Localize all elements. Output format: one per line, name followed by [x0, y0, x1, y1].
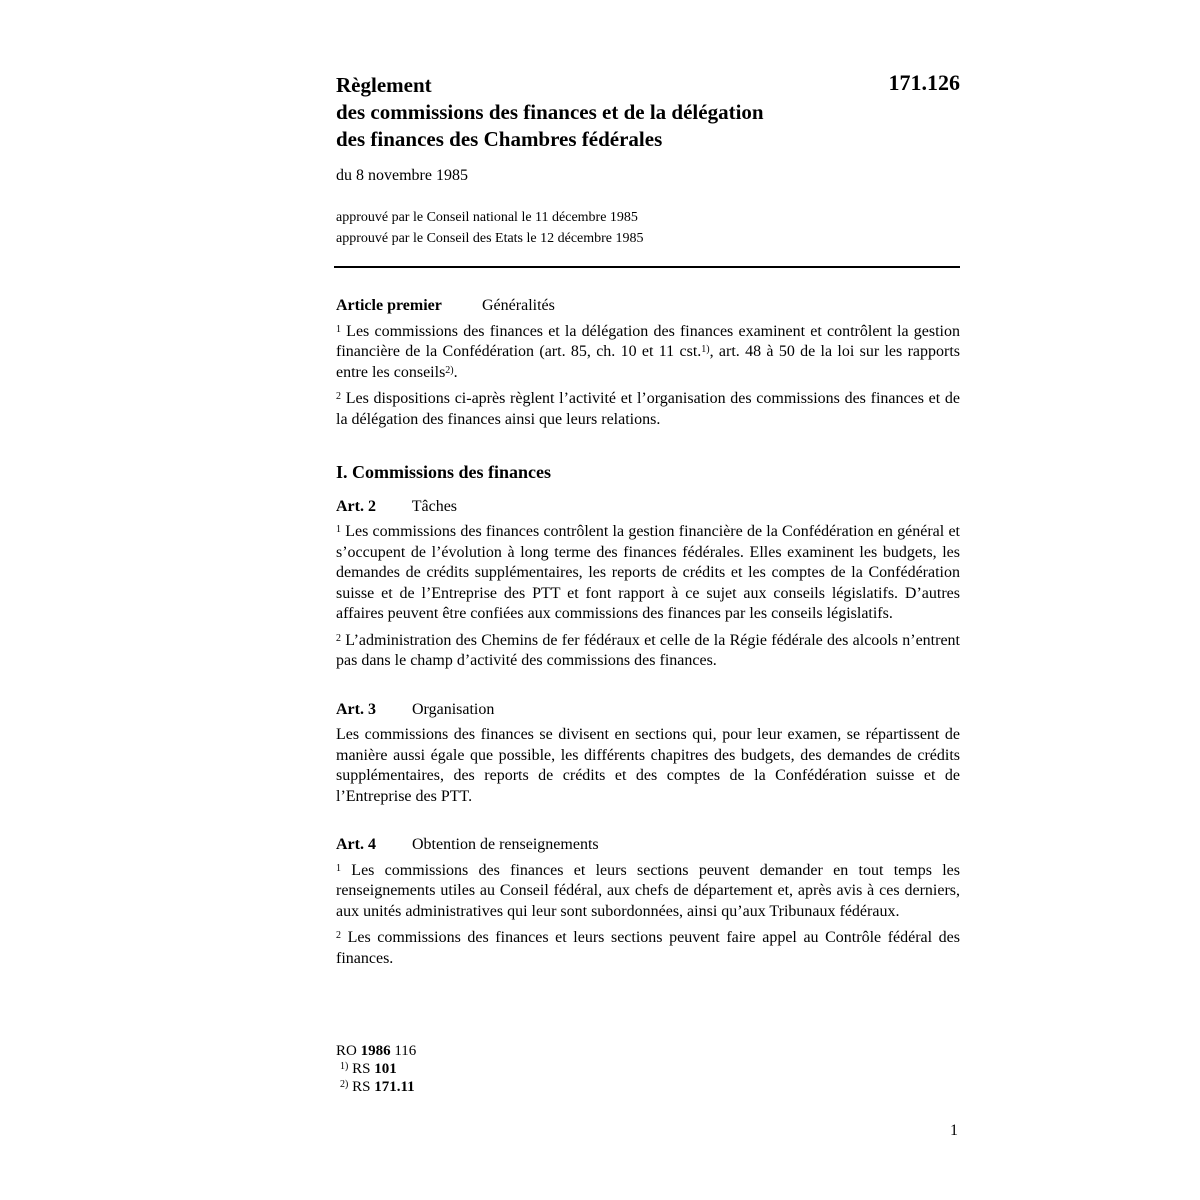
page-number: 1 — [950, 1122, 958, 1139]
article-paragraph — [336, 861, 960, 923]
footnote-prefix: RS — [352, 1061, 375, 1077]
paragraph-number: 2 — [336, 632, 341, 644]
article-title: Tâches — [411, 497, 458, 515]
document-title — [336, 72, 856, 153]
ro-prefix: RO — [336, 1043, 361, 1059]
footnote-ref-number: 171.11 — [374, 1079, 415, 1095]
title-block — [336, 72, 960, 153]
paragraph-text: Les commissions des finances contrôlent la gestion financière de la Confédération en général et s’occupent de l’évolution à long terme des finances fédérales. Elles examinent les budgets, les demandes de crédits supplémentaires, les reports de crédits et les comptes de la Confédération suisse et de l’Entreprise des PTT et font rapport à ce sujet aux conseils législatifs. D’autres affaires peuvent être confiées aux commissions des finances par les conseils législatifs. — [336, 523, 960, 622]
article-heading — [336, 497, 960, 518]
section-heading: I. Commissions des finances — [336, 462, 552, 482]
footnote-ref-number: 101 — [374, 1061, 397, 1077]
paragraph-number: 2 — [336, 391, 341, 402]
article-label: Art. 4 — [336, 836, 376, 853]
paragraph-text: . — [453, 363, 458, 381]
article-heading — [336, 700, 960, 721]
article-title: Organisation — [412, 700, 495, 718]
footnote-mark: 1) — [340, 1061, 349, 1072]
article-paragraph — [336, 522, 960, 625]
article-title: Généralités — [482, 297, 555, 314]
paragraph-text: , art. 48 à 50 de la loi sur les rapports entre les conseils — [336, 343, 960, 381]
paragraph-text: Les commissions des finances et la délégation des finances examinent et contrôlent la gestion financière de la Confédération (art. 85, ch. 10 et 11 cst. — [336, 322, 960, 360]
document-date: du 8 novembre 1985 — [336, 167, 468, 184]
paragraph-text: Les dispositions ci-après règlent l’activité et l’organisation des commissions des finances et de la délégation des finances ainsi que leurs relations. — [336, 390, 960, 428]
approval-line: approuvé par le Conseil national le 11 décembre 1985 — [336, 210, 638, 225]
footnote-ref[interactable]: 1) — [701, 344, 710, 355]
article-title: Obtention de renseignements — [412, 836, 599, 853]
article-label: Art. 3 — [336, 700, 376, 718]
paragraph-number: 1 — [336, 323, 341, 335]
paragraph-text: Les commissions des finances et leurs sections peuvent demander en tout temps les renseignements utiles au Conseil fédéral, aux chefs de département et, après avis à ces derniers, aux unités administratives qui leur sont subordonnées, ainsi qu’aux Tribunaux fédéraux. — [336, 861, 960, 920]
ro-page: 116 — [390, 1043, 417, 1059]
paragraph-number: 2 — [336, 930, 341, 941]
header-rule — [334, 266, 960, 268]
document-page — [336, 0, 960, 1200]
paragraph-number: 1 — [336, 862, 341, 874]
title-line: Règlement — [336, 73, 432, 97]
paragraph-number: 1 — [336, 524, 341, 535]
footnote-prefix: RS — [352, 1079, 375, 1095]
footnote — [340, 1078, 415, 1096]
article-paragraph — [336, 389, 960, 430]
article-heading — [336, 296, 960, 317]
footnote — [340, 1060, 397, 1078]
title-line: des commissions des finances et de la délégation — [336, 100, 764, 124]
approvals — [336, 207, 644, 249]
article-paragraph — [336, 631, 960, 672]
article-label: Art. 2 — [336, 497, 376, 515]
rs-number: 171.126 — [888, 70, 960, 95]
article-paragraph: Les commissions des finances se divisent en sections qui, pour leur examen, se répartissent de manière aussi égale que possible, les différents chapitres des budgets, des demandes de crédits supplémentaires, des reports de crédits et des comptes de la Confédération suisse et de l’Entreprise des PTT. — [336, 726, 960, 805]
paragraph-text: Les commissions des finances et leurs sections peuvent faire appel au Contrôle fédéral des finances. — [336, 929, 960, 967]
footnote-mark: 2) — [340, 1079, 349, 1090]
official-collection-ref — [336, 1042, 416, 1060]
ro-year: 1986 — [360, 1043, 391, 1059]
spacer — [336, 678, 960, 700]
article-label: Article premier — [336, 297, 442, 314]
footnote-ref[interactable]: 2) — [445, 364, 454, 376]
title-line: des finances des Chambres fédérales — [336, 127, 663, 151]
document-body — [336, 296, 960, 975]
article-paragraph — [336, 928, 960, 969]
article-paragraph — [336, 322, 960, 384]
article-heading — [336, 835, 960, 856]
spacer — [336, 813, 960, 835]
approval-line: approuvé par le Conseil des Etats le 12 décembre 1985 — [336, 231, 644, 246]
paragraph-text: L’administration des Chemins de fer fédéraux et celle de la Régie fédérale des alcools n’entrent pas dans le champ d’activité des commissions des finances. — [336, 631, 960, 669]
